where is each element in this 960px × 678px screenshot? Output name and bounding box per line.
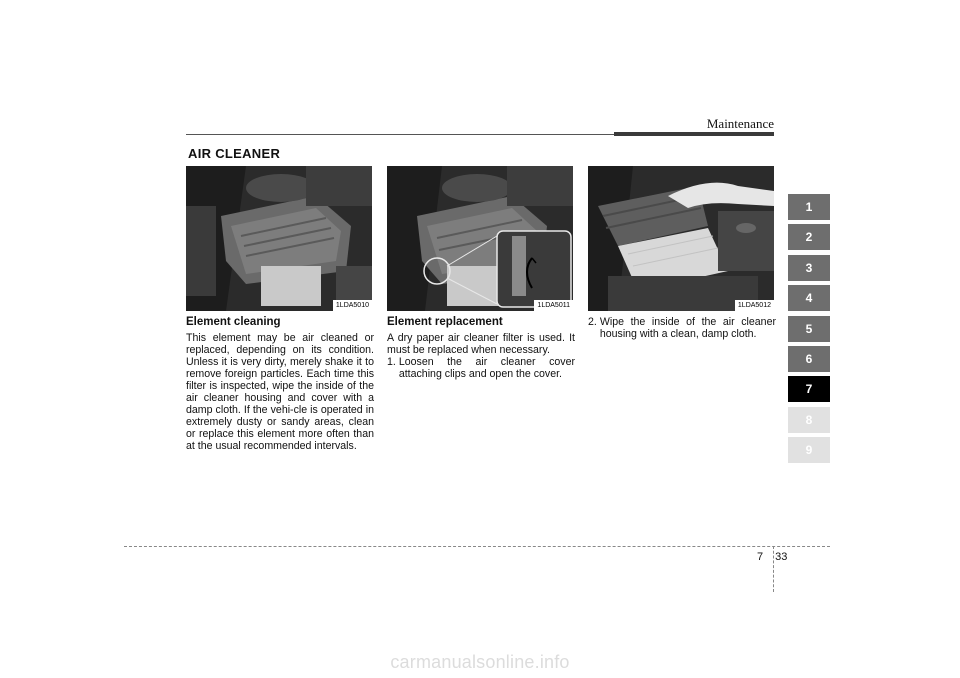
column-element-cleaning xyxy=(186,316,374,452)
chapter-tab-6[interactable]: 6 xyxy=(788,346,830,372)
header-rule-accent xyxy=(614,132,774,136)
page-index: 33 xyxy=(775,551,788,563)
section-title: AIR CLEANER xyxy=(188,146,281,161)
photo-code: 1LDA5012 xyxy=(735,300,774,311)
chapter-tab-2[interactable]: 2 xyxy=(788,224,830,250)
watermark: carmanualsonline.info xyxy=(390,652,570,672)
heading-element-replacement: Element replacement xyxy=(387,316,503,328)
step-text: Loosen the air cleaner cover attaching clips and open the cover. xyxy=(398,356,575,380)
photo-element-replacement xyxy=(387,166,573,311)
column-element-replacement xyxy=(387,316,575,380)
footer-rule xyxy=(124,546,830,547)
step-number: 2. xyxy=(588,316,597,328)
step-text: Wipe the inside of the air cleaner housing with a clean, damp cloth. xyxy=(599,316,776,340)
header-section-label: Maintenance xyxy=(706,116,774,131)
paragraph-element-replacement: A dry paper air cleaner filter is used. It must be replaced when necessary. xyxy=(387,332,575,356)
heading-element-cleaning: Element cleaning xyxy=(186,316,281,328)
chapter-tab-8[interactable]: 8 xyxy=(788,407,830,433)
photo-code: 1LDA5011 xyxy=(534,300,573,311)
column-wipe-housing xyxy=(588,316,776,340)
chapter-tab-3[interactable]: 3 xyxy=(788,255,830,281)
photo-wipe-housing xyxy=(588,166,774,311)
chapter-tab-9[interactable]: 9 xyxy=(788,437,830,463)
step-2 xyxy=(588,316,776,340)
chapter-tabs xyxy=(788,194,830,468)
paragraph-element-cleaning: This element may be air cleaned or replaced, depending on its condition. Unless it is very dirty, merely shake it to remove foreign particles. Each time this filter is inspected, wipe the inside of the air cleaner housing and cover with a damp cloth. If the vehi-cle is operated in extremely dusty or sandy areas, clean or replace this element more often than at the usual recommended intervals. xyxy=(186,332,374,452)
step-1 xyxy=(387,356,575,380)
chapter-number: 7 xyxy=(757,551,764,563)
photo-element-cleaning xyxy=(186,166,372,311)
chapter-tab-7-active[interactable]: 7 xyxy=(788,376,830,402)
chapter-tab-1[interactable]: 1 xyxy=(788,194,830,220)
step-number: 1. xyxy=(387,356,396,368)
page-number xyxy=(757,551,787,563)
photo-code: 1LDA5010 xyxy=(333,300,372,311)
chapter-tab-4[interactable]: 4 xyxy=(788,285,830,311)
chapter-tab-5[interactable]: 5 xyxy=(788,316,830,342)
